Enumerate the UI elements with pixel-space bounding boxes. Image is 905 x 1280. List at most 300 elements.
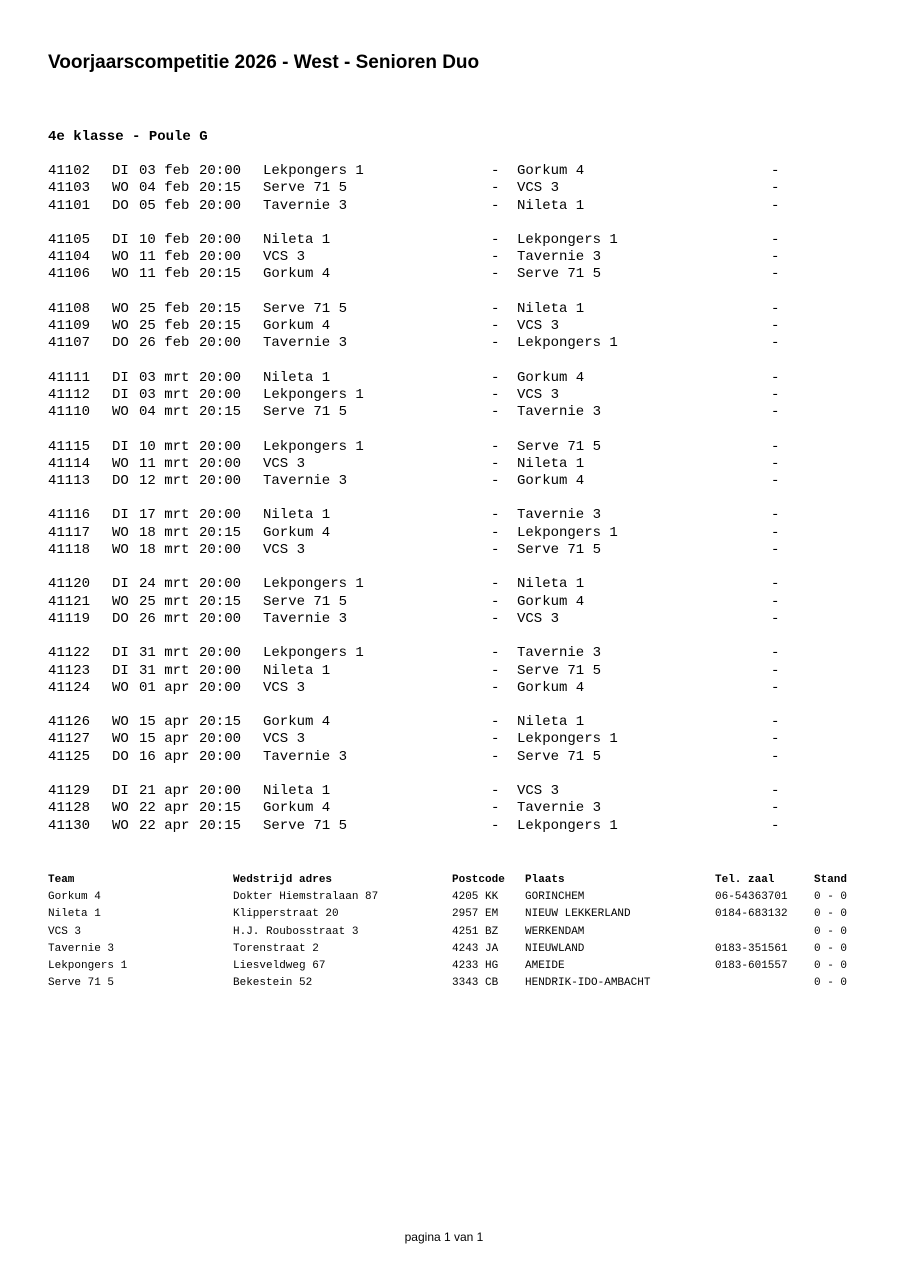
match-number: 41130: [48, 817, 91, 834]
match-day: WO: [112, 266, 129, 283]
score-separator: -: [491, 473, 500, 490]
match-day: DI: [112, 783, 129, 800]
match-number: 41110: [48, 404, 91, 421]
result-placeholder: -: [771, 679, 780, 696]
match-date: 24 mrt: [139, 576, 190, 593]
match-number: 41129: [48, 783, 91, 800]
match-number: 41122: [48, 645, 91, 662]
home-team: Lekpongers 1: [263, 576, 364, 593]
score-separator: -: [491, 610, 500, 627]
score-separator: -: [491, 714, 500, 731]
page-footer: pagina 1 van 1: [404, 1230, 484, 1244]
match-day: DI: [112, 438, 129, 455]
match-time: 20:15: [199, 714, 242, 731]
score-separator: -: [491, 524, 500, 541]
match-number: 41105: [48, 231, 91, 248]
home-team: Gorkum 4: [263, 714, 331, 731]
match-date: 11 feb: [139, 249, 190, 266]
poule-heading: 4e klasse - Poule G: [48, 129, 208, 145]
team-address: Dokter Hiemstralaan 87: [233, 891, 379, 904]
score-separator: -: [491, 163, 500, 179]
team-name: VCS 3: [48, 925, 82, 938]
home-team: Nileta 1: [263, 783, 331, 800]
header-adres: Wedstrijd adres: [233, 874, 333, 886]
home-team: Tavernie 3: [263, 610, 348, 627]
score-separator: -: [491, 180, 500, 197]
home-team: Tavernie 3: [263, 197, 348, 214]
match-row: [0, 335, 905, 352]
match-row: [0, 749, 905, 766]
match-row: [0, 473, 905, 490]
away-team: Nileta 1: [517, 714, 585, 731]
away-team: VCS 3: [517, 783, 560, 800]
match-row: [0, 404, 905, 421]
score-separator: -: [491, 542, 500, 559]
match-row: [0, 818, 905, 835]
match-day: WO: [112, 249, 129, 266]
match-time: 20:00: [199, 369, 242, 386]
match-time: 20:15: [199, 524, 242, 541]
score-separator: -: [491, 266, 500, 283]
match-date: 17 mrt: [139, 507, 190, 524]
score-separator: -: [491, 593, 500, 610]
away-team: VCS 3: [517, 318, 560, 335]
team-standing: 0 - 0: [814, 908, 848, 921]
result-placeholder: -: [771, 731, 780, 748]
result-placeholder: -: [771, 662, 780, 679]
match-row: [0, 594, 905, 611]
match-date: 26 feb: [139, 335, 190, 352]
match-row: [0, 576, 905, 593]
match-time: 20:00: [199, 386, 242, 403]
result-placeholder: -: [771, 542, 780, 559]
match-number: 41127: [48, 731, 91, 748]
match-time: 20:00: [199, 662, 242, 679]
match-group: [0, 232, 905, 284]
result-placeholder: -: [771, 524, 780, 541]
match-date: 01 apr: [139, 679, 190, 696]
team-city: GORINCHEM: [525, 891, 585, 904]
score-separator: -: [491, 731, 500, 748]
match-row: [0, 180, 905, 197]
home-team: VCS 3: [263, 679, 306, 696]
result-placeholder: -: [771, 455, 780, 472]
home-team: VCS 3: [263, 249, 306, 266]
away-team: Serve 71 5: [517, 266, 602, 283]
team-standing: 0 - 0: [814, 959, 848, 972]
result-placeholder: -: [771, 748, 780, 765]
match-time: 20:00: [199, 645, 242, 662]
match-number: 41107: [48, 335, 91, 352]
match-number: 41124: [48, 679, 91, 696]
away-team: Lekpongers 1: [517, 731, 618, 748]
away-team: Lekpongers 1: [517, 817, 618, 834]
match-row: [0, 645, 905, 662]
match-day: WO: [112, 180, 129, 197]
match-group: [0, 645, 905, 697]
result-placeholder: -: [771, 335, 780, 352]
match-time: 20:15: [199, 300, 242, 317]
home-team: Serve 71 5: [263, 593, 348, 610]
match-day: DO: [112, 748, 129, 765]
match-number: 41112: [48, 386, 91, 403]
match-row: [0, 783, 905, 800]
match-group: [0, 783, 905, 835]
team-postcode: 4251 BZ: [452, 925, 499, 938]
match-number: 41101: [48, 197, 91, 214]
header-plaats: Plaats: [525, 874, 565, 886]
team-phone: 0184-683132: [715, 908, 788, 921]
match-time: 20:00: [199, 197, 242, 214]
match-time: 20:00: [199, 163, 242, 179]
match-time: 20:00: [199, 576, 242, 593]
team-postcode: 2957 EM: [452, 908, 499, 921]
match-date: 16 apr: [139, 748, 190, 765]
result-placeholder: -: [771, 163, 780, 179]
result-placeholder: -: [771, 507, 780, 524]
result-placeholder: -: [771, 404, 780, 421]
team-row: [0, 889, 905, 906]
team-name: Nileta 1: [48, 908, 101, 921]
home-team: Serve 71 5: [263, 404, 348, 421]
match-date: 10 feb: [139, 231, 190, 248]
match-time: 20:15: [199, 266, 242, 283]
result-placeholder: -: [771, 386, 780, 403]
home-team: VCS 3: [263, 731, 306, 748]
team-city: HENDRIK-IDO-AMBACHT: [525, 977, 651, 990]
team-name: Gorkum 4: [48, 891, 101, 904]
match-number: 41109: [48, 318, 91, 335]
away-team: Serve 71 5: [517, 438, 602, 455]
match-date: 22 apr: [139, 800, 190, 817]
match-date: 18 mrt: [139, 542, 190, 559]
result-placeholder: -: [771, 266, 780, 283]
match-schedule: [0, 163, 905, 852]
match-day: WO: [112, 679, 129, 696]
match-day: WO: [112, 542, 129, 559]
result-placeholder: -: [771, 800, 780, 817]
match-number: 41121: [48, 593, 91, 610]
match-date: 15 apr: [139, 714, 190, 731]
match-time: 20:00: [199, 748, 242, 765]
team-name: Serve 71 5: [48, 977, 115, 990]
header-postcode: Postcode: [452, 874, 505, 886]
match-row: [0, 714, 905, 731]
score-separator: -: [491, 438, 500, 455]
team-standing: 0 - 0: [814, 891, 848, 904]
home-team: Lekpongers 1: [263, 645, 364, 662]
result-placeholder: -: [771, 645, 780, 662]
team-standing: 0 - 0: [814, 977, 848, 990]
match-number: 41117: [48, 524, 91, 541]
team-postcode: 4233 HG: [452, 959, 499, 972]
score-separator: -: [491, 231, 500, 248]
team-phone: 06-54363701: [715, 891, 788, 904]
match-time: 20:00: [199, 249, 242, 266]
result-placeholder: -: [771, 369, 780, 386]
result-placeholder: -: [771, 249, 780, 266]
score-separator: -: [491, 645, 500, 662]
match-day: DI: [112, 231, 129, 248]
team-row: [0, 941, 905, 958]
home-team: Gorkum 4: [263, 800, 331, 817]
match-number: 41128: [48, 800, 91, 817]
match-number: 41102: [48, 163, 91, 179]
away-team: Tavernie 3: [517, 800, 602, 817]
result-placeholder: -: [771, 610, 780, 627]
away-team: Gorkum 4: [517, 369, 585, 386]
match-number: 41126: [48, 714, 91, 731]
result-placeholder: -: [771, 180, 780, 197]
away-team: Serve 71 5: [517, 542, 602, 559]
score-separator: -: [491, 507, 500, 524]
home-team: VCS 3: [263, 455, 306, 472]
match-row: [0, 542, 905, 559]
match-date: 04 feb: [139, 180, 190, 197]
team-city: WERKENDAM: [525, 925, 585, 938]
score-separator: -: [491, 455, 500, 472]
match-number: 41119: [48, 610, 91, 627]
match-row: [0, 370, 905, 387]
match-day: DI: [112, 662, 129, 679]
score-separator: -: [491, 404, 500, 421]
away-team: Gorkum 4: [517, 163, 585, 179]
team-standing: 0 - 0: [814, 925, 848, 938]
match-time: 20:00: [199, 438, 242, 455]
match-date: 03 mrt: [139, 369, 190, 386]
match-group: [0, 507, 905, 559]
home-team: Tavernie 3: [263, 473, 348, 490]
match-day: DO: [112, 197, 129, 214]
away-team: VCS 3: [517, 386, 560, 403]
match-date: 11 mrt: [139, 455, 190, 472]
match-time: 20:15: [199, 800, 242, 817]
away-team: Tavernie 3: [517, 404, 602, 421]
match-date: 10 mrt: [139, 438, 190, 455]
match-day: DI: [112, 576, 129, 593]
score-separator: -: [491, 679, 500, 696]
match-date: 25 feb: [139, 300, 190, 317]
match-number: 41123: [48, 662, 91, 679]
match-number: 41103: [48, 180, 91, 197]
match-row: [0, 663, 905, 680]
match-row: [0, 507, 905, 524]
team-table-header: [0, 872, 905, 889]
match-day: WO: [112, 455, 129, 472]
away-team: Nileta 1: [517, 455, 585, 472]
away-team: Serve 71 5: [517, 748, 602, 765]
score-separator: -: [491, 817, 500, 834]
home-team: Serve 71 5: [263, 817, 348, 834]
result-placeholder: -: [771, 576, 780, 593]
match-day: WO: [112, 817, 129, 834]
match-day: DI: [112, 507, 129, 524]
home-team: Serve 71 5: [263, 300, 348, 317]
team-postcode: 3343 CB: [452, 977, 499, 990]
score-separator: -: [491, 318, 500, 335]
match-date: 25 feb: [139, 318, 190, 335]
result-placeholder: -: [771, 438, 780, 455]
home-team: Tavernie 3: [263, 748, 348, 765]
match-row: [0, 800, 905, 817]
match-time: 20:00: [199, 679, 242, 696]
match-date: 22 apr: [139, 817, 190, 834]
match-date: 26 mrt: [139, 610, 190, 627]
team-city: AMEIDE: [525, 959, 565, 972]
match-day: WO: [112, 800, 129, 817]
team-table-body: [0, 889, 905, 992]
home-team: Serve 71 5: [263, 180, 348, 197]
match-row: [0, 731, 905, 748]
match-number: 41120: [48, 576, 91, 593]
team-address: H.J. Roubosstraat 3: [233, 925, 359, 938]
home-team: Tavernie 3: [263, 335, 348, 352]
team-address: Klipperstraat 20: [233, 908, 339, 921]
team-row: [0, 975, 905, 992]
match-number: 41106: [48, 266, 91, 283]
header-stand: Stand: [814, 874, 848, 886]
away-team: Nileta 1: [517, 576, 585, 593]
score-separator: -: [491, 300, 500, 317]
score-separator: -: [491, 249, 500, 266]
away-team: Gorkum 4: [517, 679, 585, 696]
match-day: DO: [112, 473, 129, 490]
match-row: [0, 249, 905, 266]
match-row: [0, 232, 905, 249]
home-team: Gorkum 4: [263, 318, 331, 335]
match-day: WO: [112, 524, 129, 541]
match-day: WO: [112, 731, 129, 748]
away-team: Tavernie 3: [517, 249, 602, 266]
score-separator: -: [491, 197, 500, 214]
score-separator: -: [491, 386, 500, 403]
match-number: 41114: [48, 455, 91, 472]
header-tel: Tel. zaal: [715, 874, 775, 886]
away-team: Tavernie 3: [517, 507, 602, 524]
home-team: Nileta 1: [263, 231, 331, 248]
match-day: DO: [112, 610, 129, 627]
match-row: [0, 198, 905, 215]
match-number: 41116: [48, 507, 91, 524]
match-row: [0, 456, 905, 473]
match-number: 41125: [48, 748, 91, 765]
away-team: VCS 3: [517, 610, 560, 627]
match-date: 31 mrt: [139, 662, 190, 679]
match-number: 41115: [48, 438, 91, 455]
score-separator: -: [491, 662, 500, 679]
score-separator: -: [491, 783, 500, 800]
away-team: Serve 71 5: [517, 662, 602, 679]
home-team: Nileta 1: [263, 369, 331, 386]
match-row: [0, 387, 905, 404]
team-city: NIEUWLAND: [525, 942, 585, 955]
team-phone: 0183-601557: [715, 959, 788, 972]
match-group: [0, 714, 905, 766]
team-phone: 0183-351561: [715, 942, 788, 955]
match-date: 11 feb: [139, 266, 190, 283]
match-date: 21 apr: [139, 783, 190, 800]
match-date: 18 mrt: [139, 524, 190, 541]
match-day: DI: [112, 163, 129, 179]
match-row: [0, 301, 905, 318]
team-row: [0, 906, 905, 923]
away-team: Nileta 1: [517, 197, 585, 214]
match-time: 20:15: [199, 180, 242, 197]
score-separator: -: [491, 335, 500, 352]
match-time: 20:15: [199, 404, 242, 421]
match-row: [0, 680, 905, 697]
match-day: DI: [112, 386, 129, 403]
away-team: Gorkum 4: [517, 473, 585, 490]
score-separator: -: [491, 576, 500, 593]
away-team: Tavernie 3: [517, 645, 602, 662]
home-team: Gorkum 4: [263, 524, 331, 541]
match-day: WO: [112, 404, 129, 421]
header-team: Team: [48, 874, 75, 886]
match-day: DI: [112, 369, 129, 386]
match-date: 12 mrt: [139, 473, 190, 490]
away-team: Lekpongers 1: [517, 335, 618, 352]
match-number: 41108: [48, 300, 91, 317]
match-number: 41111: [48, 369, 91, 386]
result-placeholder: -: [771, 197, 780, 214]
match-number: 41118: [48, 542, 91, 559]
home-team: Lekpongers 1: [263, 163, 364, 179]
result-placeholder: -: [771, 783, 780, 800]
team-name: Lekpongers 1: [48, 959, 128, 972]
match-date: 05 feb: [139, 197, 190, 214]
page-title: Voorjaarscompetitie 2026 - West - Senioren Duo: [48, 52, 480, 73]
team-standing: 0 - 0: [814, 942, 848, 955]
match-date: 04 mrt: [139, 404, 190, 421]
home-team: Nileta 1: [263, 662, 331, 679]
match-day: WO: [112, 593, 129, 610]
home-team: VCS 3: [263, 542, 306, 559]
match-number: 41104: [48, 249, 91, 266]
result-placeholder: -: [771, 473, 780, 490]
team-table: [0, 872, 905, 992]
match-row: [0, 163, 905, 180]
score-separator: -: [491, 369, 500, 386]
match-time: 20:00: [199, 455, 242, 472]
team-address: Liesveldweg 67: [233, 959, 326, 972]
match-date: 25 mrt: [139, 593, 190, 610]
match-day: DO: [112, 335, 129, 352]
match-date: 03 feb: [139, 163, 190, 179]
match-group: [0, 163, 905, 215]
match-group: [0, 370, 905, 422]
home-team: Lekpongers 1: [263, 438, 364, 455]
match-day: WO: [112, 318, 129, 335]
match-time: 20:00: [199, 610, 242, 627]
result-placeholder: -: [771, 817, 780, 834]
match-time: 20:00: [199, 231, 242, 248]
team-postcode: 4243 JA: [452, 942, 499, 955]
away-team: VCS 3: [517, 180, 560, 197]
away-team: Lekpongers 1: [517, 231, 618, 248]
match-date: 15 apr: [139, 731, 190, 748]
result-placeholder: -: [771, 231, 780, 248]
away-team: Gorkum 4: [517, 593, 585, 610]
match-group: [0, 576, 905, 628]
match-group: [0, 301, 905, 353]
match-number: 41113: [48, 473, 91, 490]
result-placeholder: -: [771, 714, 780, 731]
team-address: Torenstraat 2: [233, 942, 319, 955]
match-day: DI: [112, 645, 129, 662]
team-name: Tavernie 3: [48, 942, 115, 955]
team-postcode: 4205 KK: [452, 891, 499, 904]
